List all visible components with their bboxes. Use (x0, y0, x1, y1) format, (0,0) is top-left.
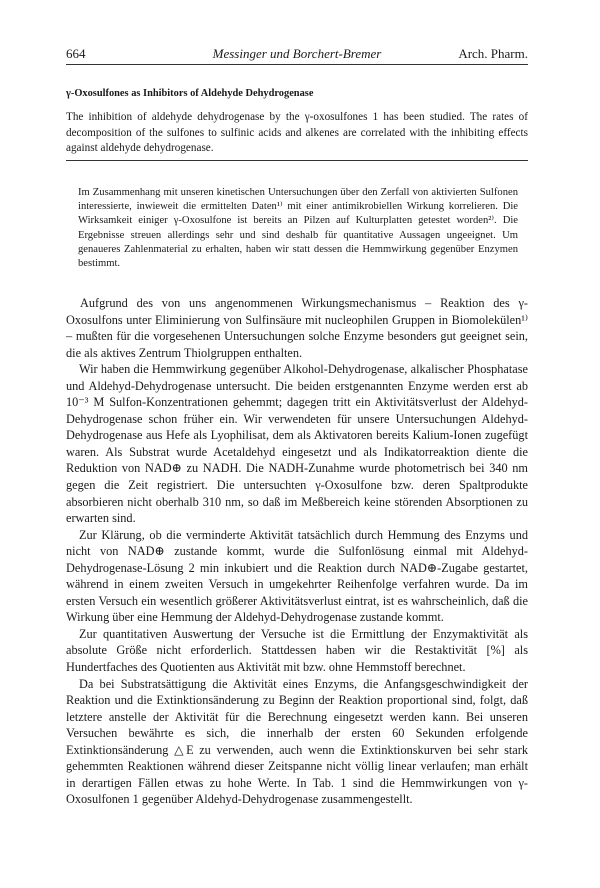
body-paragraph-4: Zur quantitativen Auswertung der Versuche ist die Ermittlung der Enzymaktivität als absolute Größe nicht erforderlich. Stattdessen haben wir die Restaktivität [%] als Hundertfaches des Quotienten aus Aktivität mit bzw. ohne Hemmstoff berechnet. (66, 626, 528, 675)
body-paragraph-2: Wir haben die Hemmwirkung gegenüber Alkohol-Dehydrogenase, alkalischer Phosphatase und Aldehyd-Dehydrogenase untersucht. Die beiden erstgenannten Enzyme werden erst ab 10⁻³ M Sulfon-Konzentrationen gehemmt; dagegen tritt ein Aktivitätsverlust der Aldehyd-Dehydrogenase schon früher ein. Wir verwendeten für unsere Untersuchungen Aldehyd-Dehydrogenase aus Hefe als Lyophilisat, dem als Aktivatoren bereits Kalium-Ionen zugefügt waren. Als Substrat wurde Acetaldehyd eingesetzt und als Indikatorreaktion diente die Reduktion von NAD⊕ zu NADH. Die NADH-Zunahme wurde photometrisch bei 340 nm gegen die Zeit registriert. Die untersuchten γ-Oxosulfone bzw. deren Spaltprodukte absorbieren nicht oberhalb 310 nm, so daß im Meßbereich keine störenden Absorptionen zu erwarten sind. (66, 362, 528, 526)
header-rule (66, 64, 528, 65)
running-head (66, 46, 528, 62)
running-head-journal: Arch. Pharm. (458, 46, 528, 61)
body-paragraph-1: Aufgrund des von uns angenommenen Wirkungsmechanismus – Reaktion des γ-Oxosulfons unter Eliminierung von Sulfinsäure mit nucleophilen Gruppen in Biomolekülen¹⁾ – mußten für die vorgesehenen Untersuchungen solche Enzyme besonders gut geeignet sein, die als aktives Zentrum Thiolgruppen enthalten. (66, 296, 528, 360)
article-title-english: γ-Oxosulfones as Inhibitors of Aldehyde Dehydrogenase (66, 88, 314, 99)
body-paragraph-3: Zur Klärung, ob die verminderte Aktivität tatsächlich durch Hemmung des Enzyms und nicht von NAD⊕ zustande kommt, wurde die Sulfonlösung einmal mit Aldehyd-Dehydrogenase-Lösung 2 min inkubiert und die Reaktion durch NAD⊕-Zugabe gestartet, während in einem zweiten Versuch in umgekehrter Reihenfolge verfahren wurde. Da im ersten Versuch ein wesentlich größerer Aktivitätsverlust eintrat, ist es wahrscheinlich, daß die Wirkung über eine Hemmung der Aldehyd-Dehydrogenase zustande kommt. (66, 527, 528, 625)
english-abstract (66, 86, 528, 157)
german-abstract-text: Im Zusammenhang mit unseren kinetischen Untersuchungen über den Zerfall von aktivierten Sulfonen interessierte, inwieweit die ermittelten Daten¹⁾ mit einer antimikrobiellen Wirkung korrelieren. Die Wirksamkeit einiger γ-Oxosulfone ist bereits an Pilzen auf Kulturplatten getestet worden²⁾. Die Ergebnisse streuen allerdings sehr und sind deshalb für quantitative Aussagen ungeeignet. Um genaueres Zahlenmaterial zu erhalten, haben wir statt dessen die Hemmwirkung gegenüber Enzymen bestimmt. (78, 187, 518, 270)
body-text (66, 295, 528, 808)
running-head-authors: Messinger und Borchert-Bremer (212, 46, 382, 61)
english-abstract-text: The inhibition of aldehyde dehydrogenase by the γ-oxosulfones 1 has been studied. The rates of decomposition of the sulfones to sulfinic acids and alkenes are correlated with the inhibiting effects against aldehyde dehydrogenase. (66, 111, 528, 155)
page-number: 664 (66, 46, 86, 61)
abstract-separator-rule (66, 160, 528, 161)
body-paragraph-5: Da bei Substratsättigung die Aktivität eines Enzyms, die Anfangsgeschwindigkeit der Reaktion und die Extinktionsänderung zu Beginn der Reaktion proportional sind, folgt, daß letztere anstelle der Aktivität für die Berechnung eingesetzt werden kann. Bei unseren Versuchen bewährte es sich, die innerhalb der ersten 60 Sekunden erfolgende Extinktionsänderung △E zu verwenden, auch wenn die Extinktionskurven bei sehr stark gehemmten Reaktionen während dieser Zeitspanne nicht völlig linear verlaufen; man erhält in derartigen Fällen etwas zu hohe Werte. In Tab. 1 sind die Hemmwirkungen von γ-Oxosulfonen 1 gegenüber Aldehyd-Dehydrogenase zusammengestellt. (66, 676, 528, 807)
